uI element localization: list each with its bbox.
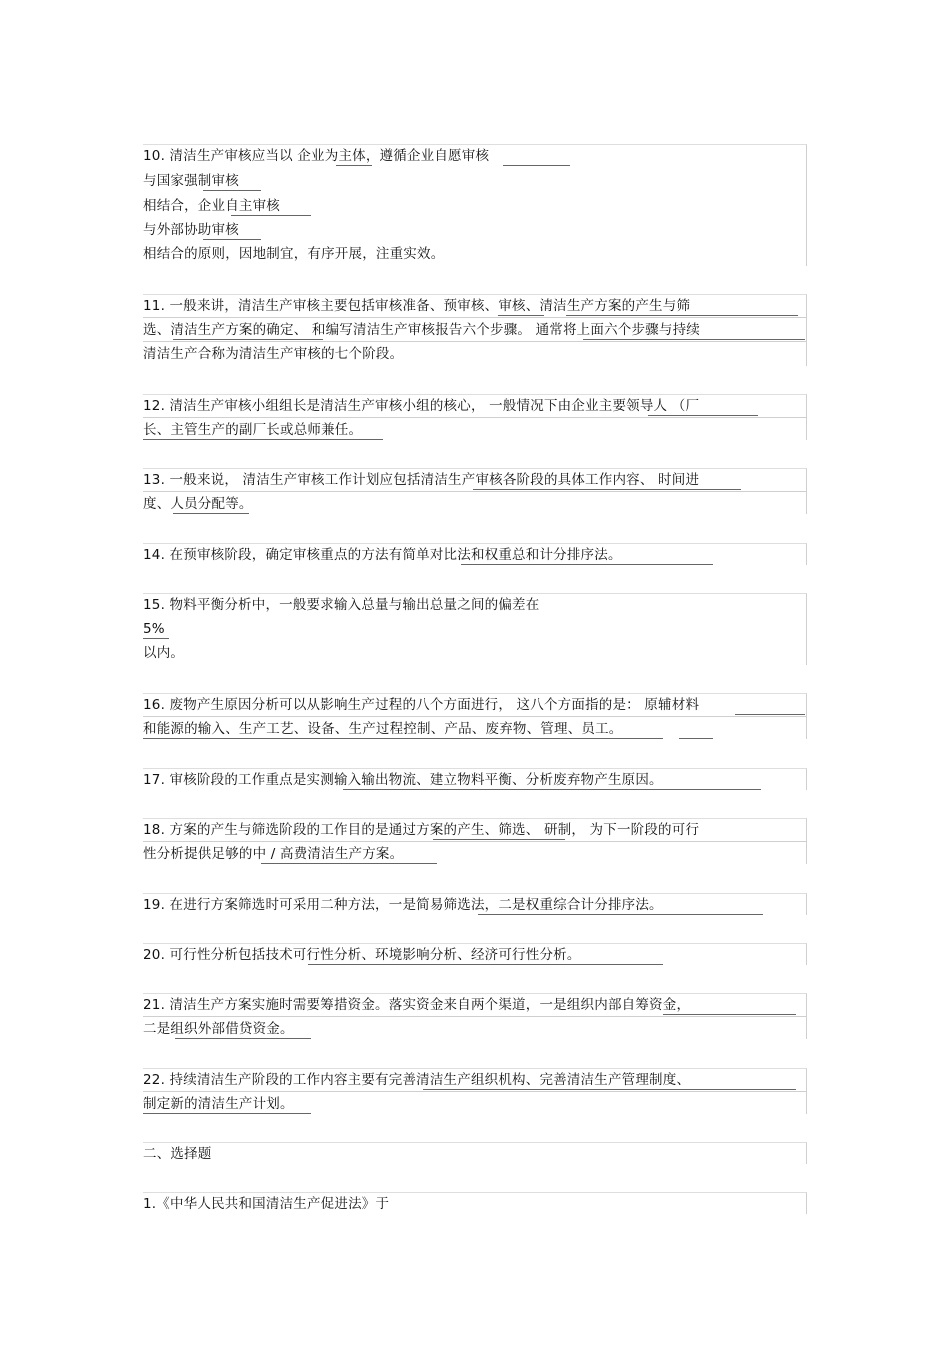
answer-blank <box>173 513 249 514</box>
answer-blank <box>261 863 437 864</box>
question-text: 20. 可行性分析包括技术可行性分析、环境影响分析、经济可行性分析。 <box>143 947 581 963</box>
question-text: 性分析提供足够的中 / 高费清洁生产方案。 <box>143 846 404 862</box>
answer-blank <box>473 489 741 490</box>
question-10 <box>143 144 807 266</box>
question-text: 12. 清洁生产审核小组组长是清洁生产审核小组的核心， 一般情况下由企业主要领导人 （厂 <box>143 398 700 414</box>
question-text: 和能源的输入、生产工艺、设备、生产过程控制、产品、废弃物、管理、员工。 <box>143 721 623 737</box>
question-11 <box>143 294 807 366</box>
question-text: 选、清洁生产方案的确定、 和编写清洁生产审核报告六个步骤。 通常将上面六个步骤与持续 <box>143 322 700 338</box>
answer-blank <box>173 339 323 340</box>
question-text: 度、人员分配等。 <box>143 496 253 512</box>
answer-blank <box>498 315 544 316</box>
question-16 <box>143 693 807 739</box>
row-rule <box>143 341 807 342</box>
question-15 <box>143 593 807 665</box>
row-rule <box>143 1091 807 1092</box>
question-text: 21. 清洁生产方案实施时需要筹措资金。落实资金来自两个渠道，一是组织内部自筹资金， <box>143 997 691 1013</box>
question-text: 1.《中华人民共和国清洁生产促进法》于 <box>143 1196 390 1212</box>
row-rule <box>143 417 807 418</box>
question-text: 13. 一般来说， 清洁生产审核工作计划应包括清洁生产审核各阶段的具体工作内容、 时间进 <box>143 472 700 488</box>
question-14 <box>143 543 807 565</box>
answer-blank <box>343 789 761 790</box>
row-rule <box>143 716 807 717</box>
answer-blank <box>461 564 713 565</box>
question-text: 10. 清洁生产审核应当以 企业为主体，遵循企业自愿审核 <box>143 148 490 164</box>
question-text: 16. 废物产生原因分析可以从影响生产过程的八个方面进行， 这八个方面指的是： 原辅材料 <box>143 697 700 713</box>
answer-blank <box>143 1113 311 1114</box>
question-22 <box>143 1068 807 1114</box>
answer-blank <box>143 738 663 739</box>
answer-blank <box>203 190 261 191</box>
answer-blank <box>423 1089 796 1090</box>
question-text: 与国家强制审核 <box>143 173 239 189</box>
question-19 <box>143 893 807 915</box>
question-text: 17. 审核阶段的工作重点是实测输入输出物流、建立物料平衡、分析废弃物产生原因。 <box>143 772 663 788</box>
answer-blank <box>143 439 383 440</box>
question-text: 19. 在进行方案筛选时可采用二种方法，一是简易筛选法，二是权重综合计分排序法。 <box>143 897 663 913</box>
question-text: 制定新的清洁生产计划。 <box>143 1096 294 1112</box>
question-text: 15. 物料平衡分析中，一般要求输入总量与输出总量之间的偏差在 <box>143 597 540 613</box>
question-text: 与外部协助审核 <box>143 222 239 238</box>
answer-blank <box>503 165 570 166</box>
answer-blank <box>478 914 763 915</box>
answer-blank <box>679 738 713 739</box>
question-text: 11. 一般来讲，清洁生产审核主要包括审核准备、预审核、审核、清洁生产方案的产生与筛 <box>143 298 691 314</box>
question-13 <box>143 468 807 514</box>
question-18 <box>143 818 807 864</box>
question-text: 以内。 <box>143 645 185 661</box>
row-rule <box>143 317 807 318</box>
row-rule <box>143 1016 807 1017</box>
question-text: 5% <box>143 621 165 637</box>
question-20 <box>143 943 807 965</box>
answer-blank <box>336 165 372 166</box>
question-text: 长、主管生产的副厂长或总师兼任。 <box>143 422 363 438</box>
choice-question-1 <box>143 1192 807 1214</box>
answer-blank <box>648 415 758 416</box>
question-text: 清洁生产合称为清洁生产审核的七个阶段。 <box>143 346 404 362</box>
answer-blank <box>308 964 663 965</box>
section-heading <box>143 1142 807 1164</box>
section-title: 二、选择题 <box>143 1146 212 1162</box>
answer-blank <box>583 339 805 340</box>
answer-blank <box>203 239 261 240</box>
question-text: 相结合的原则，因地制宜，有序开展，注重实效。 <box>143 246 445 262</box>
answer-blank <box>433 839 565 840</box>
question-text: 相结合，企业自主审核 <box>143 198 280 214</box>
question-12 <box>143 394 807 440</box>
question-text: 18. 方案的产生与筛选阶段的工作目的是通过方案的产生、筛选、 研制， 为下一阶段的可行 <box>143 822 700 838</box>
question-text: 二是组织外部借贷资金。 <box>143 1021 294 1037</box>
question-21 <box>143 993 807 1039</box>
question-text: 22. 持续清洁生产阶段的工作内容主要有完善清洁生产组织机构、完善清洁生产管理制度、 <box>143 1072 691 1088</box>
row-rule <box>143 841 807 842</box>
answer-blank <box>566 315 798 316</box>
question-17 <box>143 768 807 790</box>
question-text: 14. 在预审核阶段，确定审核重点的方法有简单对比法和权重总和计分排序法。 <box>143 547 622 563</box>
answer-blank <box>231 215 311 216</box>
answer-blank <box>175 1038 311 1039</box>
answer-blank <box>663 1014 796 1015</box>
row-rule <box>143 491 807 492</box>
answer-blank <box>143 638 169 639</box>
answer-blank <box>735 714 805 715</box>
